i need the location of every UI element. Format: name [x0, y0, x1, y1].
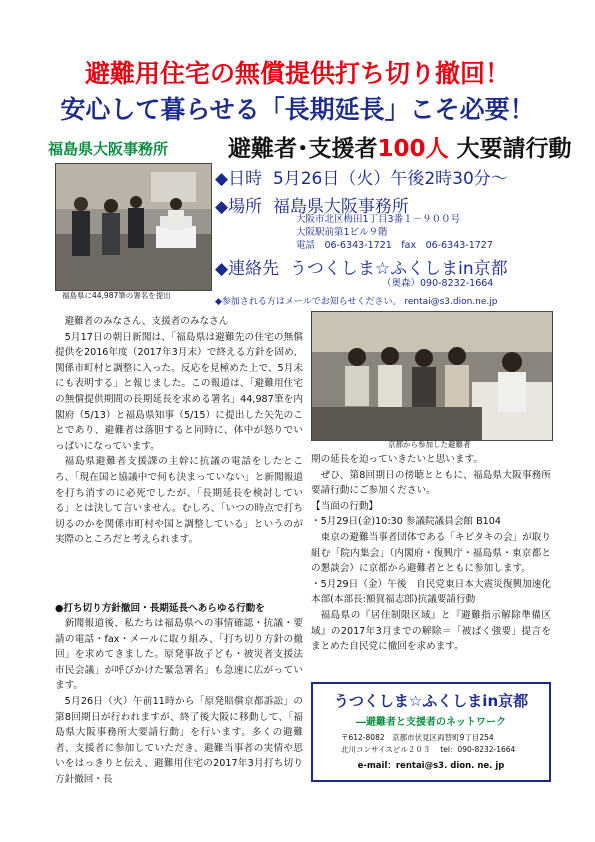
network-subtitle: ―避難者と支援者のネットワーク	[356, 717, 506, 728]
right-item1-title: ・5月29日(金)10:30 参議院議員会館 B104	[311, 516, 501, 528]
left-paragraph-4: 新聞報道後、私たちは福島県への事情確認・抗議・要請の電話・fax・メールに取り組み、「打ち切り方針の撤回」を求めてきました。原発事故子ども・被災者支援法市民会議」が呼びかけた緊急署名」も急速に広がっています。	[55, 618, 303, 692]
network-building: 北川コンサイスビル２０３ tel：090-8232-1664	[341, 745, 516, 754]
contact-value: うつくしま☆ふくしまin京都	[289, 259, 508, 279]
left-subheading: ●打ち切り方針撤回・長期延長へあらゆる行動を	[55, 603, 265, 614]
action-suffix: 大要請行動	[456, 136, 572, 162]
contact-row	[215, 254, 508, 279]
right-column	[311, 452, 551, 655]
contact-person: （奥森）090-8232-1664	[382, 278, 494, 289]
date-label: ◆日時	[215, 169, 263, 189]
photo1-caption: 福島県に44,987筆の署名を提出	[62, 291, 171, 300]
photo-signature-submission	[55, 163, 212, 291]
left-paragraph-3: 福島県避難者支援課の主幹に抗議の電話をしたところ、「現在国と協議中で何も決まっていない」と新聞報道を打ち消すのに必死でしたが、「長期延長を検討している」とは決して言いません。むしろ、「いつの時点で打ち切るのかを関係市町村や国と調整している」というのが実際のところだと考えられます。	[55, 456, 303, 546]
date-value: 5月26日（火）午後2時30分～	[272, 169, 508, 189]
address-line2: 大阪駅前第1ビル９階	[296, 227, 388, 238]
network-postal: 〒612-8082 京都市伏見区両替町9丁目254	[341, 733, 494, 742]
right-paragraph-2: ぜひ、第8回期日の傍聴とともに、福島県大阪事務所要請行動にご参加ください。	[311, 469, 551, 497]
left-column-continued	[55, 616, 303, 788]
photo-scene-1	[56, 164, 211, 290]
action-number: 100人	[377, 136, 449, 162]
right-item2-body: 福島県の『居住制限区域』と『避難指示解除準備区域』の2017年3月までの解除＝「被ばく強要」提言をまとめた自民党に撤回を求めます。	[311, 609, 551, 653]
photo-scene-2	[312, 312, 552, 440]
left-paragraph-1: 避難者のみなさん、支援者のみなさん	[64, 316, 229, 327]
action-prefix: 避難者･支援者	[228, 136, 378, 162]
contact-label: ◆連絡先	[215, 259, 280, 279]
place-label: ◆場所	[215, 197, 263, 217]
right-item1-body: 東京の避難当事者団体である「キビタキの会」が取り組む「院内集会」（内閣府・復興庁・福島県・東京都との懇談会）に京都から避難者とともに参加します。	[311, 531, 551, 575]
left-column	[55, 314, 303, 548]
network-email: e-mail：rentai@s3. dion. ne. jp	[357, 761, 505, 771]
headline-line1: 避難用住宅の無償提供打ち切り撤回！	[84, 59, 510, 88]
headline-line2: 安心して暮らせる「長期延長」こそ必要！	[60, 95, 535, 124]
left-paragraph-5: 5月26日（火）午前11時から「原発賠償京都訴訟」の第8回期日が行われますが、終了後大阪に移動して、「福島県大阪事務所大要請行動」を行います。多くの避難者、支援者に参加していただき、避難当事者の実情や思いをはっきりと伝え、避難用住宅の2017年3月打ち切り方針撤回・長	[55, 695, 303, 785]
right-paragraph-1: 期の延長を迫っていきたいと思います。	[311, 454, 483, 465]
network-title: うつくしま☆ふくしまin京都	[333, 692, 529, 710]
office-tag: 福島県大阪事務所	[48, 140, 169, 158]
photo2-caption: 京都から参加した避難者	[388, 440, 471, 449]
network-box	[311, 682, 551, 782]
left-paragraph-2: 5月17日の朝日新聞は、「福島県は避難先の住宅の無償提供を2016年度（2017年3月末）で終える方針を固め、関係市町村と調整に入った。反応を見極めた上で、5月末にも表明する」と報じました。この報道は、「避難用住宅の無償提供期間の長期延長を求める署名」44,987筆を内閣府（5/13）と福島県知事（5/15）に提出した矢先のことであり、避難者は落胆すると同時に、体中が怒りでいっぱいになっています。	[55, 331, 303, 452]
email-note: ◆参加される方はメールでお知らせください。 rentai@s3.dion.ne.jp	[215, 297, 498, 307]
right-item2-title: ・5月29日（金）午後 自民党東日本大震災復興加速化本部(本部長:額賀福志郎)抗議要請行動	[311, 578, 551, 606]
address-line1: 大阪市北区梅田1丁目3番１－９００号	[296, 214, 461, 225]
action-title	[228, 130, 572, 163]
date-row	[215, 164, 508, 189]
photo-kyoto-evacuees	[311, 311, 553, 441]
place-value: 福島県大阪事務所	[272, 197, 409, 217]
phone-line: 電話 06-6343-1721 fax 06-6343-1727	[296, 240, 493, 251]
right-section-title: 【当面の行動】	[311, 500, 379, 512]
